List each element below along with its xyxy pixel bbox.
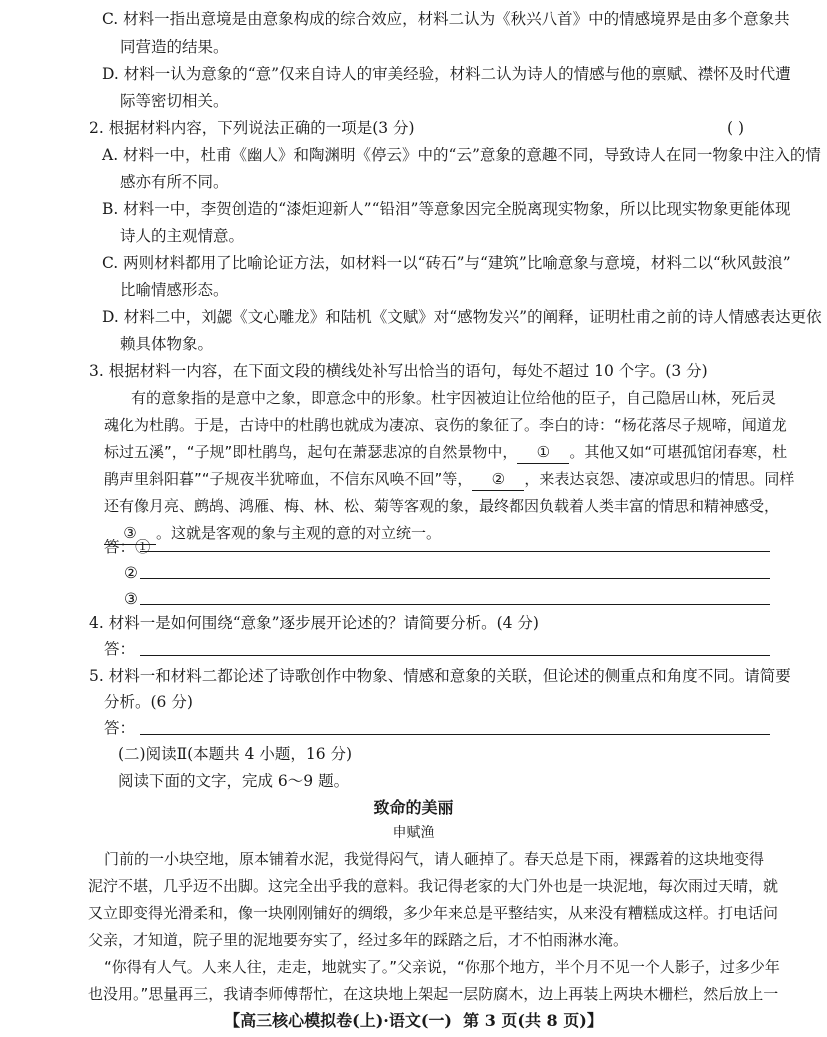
article-para2-line2: 也没用。”思量再三，我请李师傅帮忙，在这块地上架起一层防腐木，边上再装上两块木栅栏，然后放上一 (88, 985, 779, 1003)
q3-answer-line-2[interactable] (140, 578, 770, 579)
q2-option-b-line1: B. 材料一中，李贺创造的“漆炬迎新人”“铅泪”等意象因完全脱离现实物象，所以比现实物象更能体现 (102, 200, 791, 218)
footer-page-number: 第 3 页(共 8 页)】 (463, 1011, 603, 1030)
q4-stem: 4. 材料一是如何围绕“意象”逐步展开论述的？请简要分析。(4 分) (89, 614, 539, 632)
article-para1-line3: 又立即变得光滑柔和，像一块刚刚铺好的绸缎，多少年来总是平整结实，从来没有糟糕成这样。打电话问 (88, 904, 779, 922)
q3-blank-2: ② (472, 468, 524, 491)
q3-passage-line1: 有的意象指的是意中之象，即意念中的形象。杜宇因被迫让位给他的臣子，自己隐居山林，死后灵 (131, 389, 777, 407)
q3-answer-row-2 (124, 562, 138, 584)
article-author: 申赋渔 (392, 825, 435, 841)
article-title: 致命的美丽 (373, 798, 454, 817)
answer-mark-2: ② (124, 564, 138, 582)
q3-passage-text: 。这就是客观的象与主观的意的对立统一。 (156, 524, 442, 542)
q1-option-c-line2: 同营造的结果。 (120, 38, 229, 56)
q2-answer-paren[interactable]: ( ) (727, 119, 745, 137)
section2-instruction: 阅读下面的文字，完成 6～9 题。 (118, 772, 350, 790)
footer-exam-label: 【高三核心模拟卷(上)·语文(一) (224, 1011, 452, 1030)
q2-option-d-line1: D. 材料二中，刘勰《文心雕龙》和陆机《文赋》对“感物发兴”的阐释，证明杜甫之前的诗人情感表达更依 (102, 308, 822, 326)
q2-option-a-line1: A. 材料一中，杜甫《幽人》和陶渊明《停云》中的“云”意象的意趣不同，导致诗人在同一物象中注入的情 (102, 146, 821, 164)
q3-passage-line4 (104, 468, 794, 491)
q4-answer-row (104, 638, 135, 660)
page-footer (0, 1010, 827, 1032)
q5-answer-row (104, 717, 135, 739)
q2-option-d-line2: 赖具体物象。 (120, 335, 214, 353)
q2-option-a-line2: 感亦有所不同。 (120, 173, 229, 191)
q3-answer-line-1[interactable] (140, 551, 770, 552)
section2-heading: (二)阅读Ⅱ(本题共 4 小题，16 分) (118, 745, 353, 763)
q3-passage-line3 (104, 441, 787, 464)
q2-option-c-line1: C. 两则材料都用了比喻论证方法，如材料一以“砖石”与“建筑”比喻意象与意境，材料二以“秋风鼓浪” (102, 254, 791, 272)
q3-answer-row-3 (124, 588, 138, 610)
q3-passage-text: 鹃声里斜阳暮”“子规夜半犹啼血，不信东风唤不回”等， (104, 470, 473, 488)
article-para2-line1: “你得有人气。人来人往，走走，地就实了。”父亲说，“你那个地方，半个月不见一个人影子，过多少年 (104, 958, 780, 976)
q3-blank-3: ③ (104, 522, 156, 545)
q3-answer-line-3[interactable] (140, 604, 770, 605)
q1-option-d-line1: D. 材料一认为意象的“意”仅来自诗人的审美经验，材料二认为诗人的情感与他的禀赋、襟怀及时代遭 (102, 65, 791, 83)
q2-option-c-line2: 比喻情感形态。 (120, 281, 229, 299)
answer-label: 答： (104, 719, 136, 737)
q1-option-c-line1: C. 材料一指出意境是由意象构成的综合效应，材料二认为《秋兴八首》中的情感境界是由多个意象共 (102, 10, 790, 28)
q3-passage-text: 标过五溪”，“子规”即杜鹃鸟，起句在萧瑟悲凉的自然景物中， (104, 443, 518, 461)
answer-mark-1: ① (135, 538, 151, 556)
answer-label: 答： (104, 640, 136, 658)
q4-answer-line[interactable] (140, 655, 770, 656)
q3-passage-line5: 还有像月亮、鹧鸪、鸿雁、梅、林、松、菊等客观的象，最终都因负载着人类丰富的情思和精神感受， (104, 497, 780, 515)
article-para1-line1: 门前的一小块空地，原本铺着水泥，我觉得闷气，请人砸掉了。春天总是下雨，裸露着的这块地变得 (104, 850, 765, 868)
article-para1-line2: 泥泞不堪，几乎迈不出脚。这完全出乎我的意料。我记得老家的大门外也是一块泥地，每次雨过天晴，就 (88, 877, 779, 895)
q2-option-b-line2: 诗人的主观情意。 (120, 227, 245, 245)
q3-passage-text: ，来表达哀怨、凄凉或思归的情思。同样 (524, 470, 795, 488)
answer-label: 答： (104, 538, 136, 556)
q3-passage-line6 (104, 522, 441, 545)
q3-blank-1: ① (517, 441, 569, 464)
q3-passage-text: 。其他又如“可堪孤馆闭春寒，杜 (569, 443, 788, 461)
q5-answer-line[interactable] (140, 734, 770, 735)
q5-stem-line2: 分析。(6 分) (104, 693, 193, 711)
article-para1-line4: 父亲，才知道，院子里的泥地要夯实了，经过多年的踩踏之后，才不怕雨淋水淹。 (88, 931, 629, 949)
q1-option-d-line2: 际等密切相关。 (120, 92, 229, 110)
q5-stem-line1: 5. 材料一和材料二都论述了诗歌创作中物象、情感和意象的关联，但论述的侧重点和角度不同。请简要 (89, 667, 791, 685)
q2-stem: 2. 根据材料内容，下列说法正确的一项是(3 分) (89, 119, 415, 137)
q3-passage-line2: 魂化为杜鹃。于是，古诗中的杜鹃也就成为凄凉、哀伤的象征了。李白的诗：“杨花落尽子规啼，闻道龙 (104, 416, 787, 434)
q3-stem: 3. 根据材料一内容，在下面文段的横线处补写出恰当的语句，每处不超过 10 个字。(3 分) (89, 362, 708, 380)
q3-answer-row-1 (104, 536, 151, 558)
answer-mark-3: ③ (124, 590, 138, 608)
